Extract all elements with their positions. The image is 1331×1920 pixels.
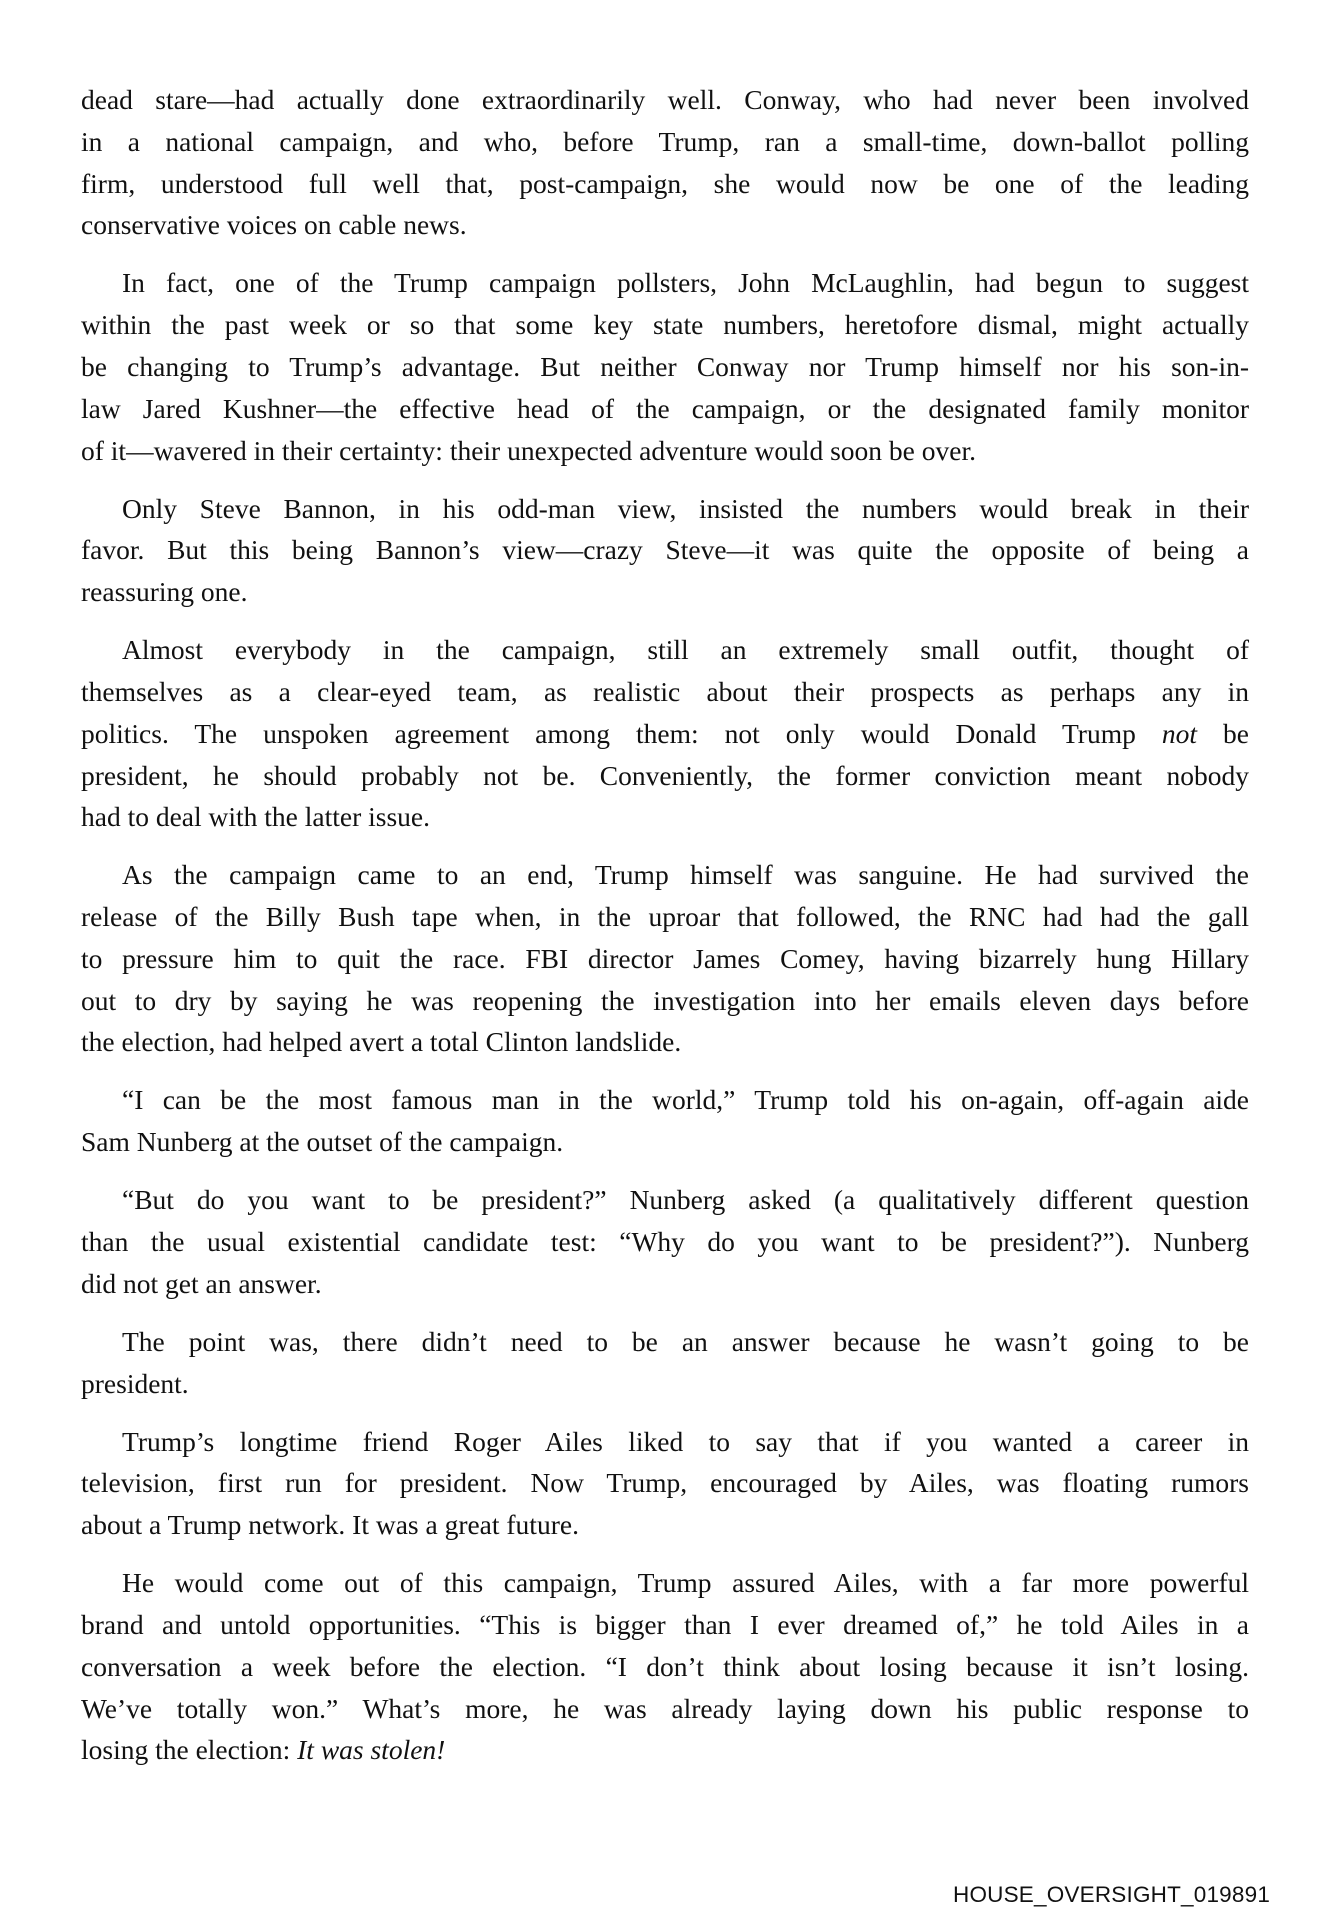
paragraph (81, 1079, 1249, 1163)
text-line (81, 121, 1249, 163)
text-run: We’ve totally won.” What’s more, he was already laying down his public response to (81, 1692, 1249, 1724)
text-line (81, 529, 1249, 571)
text-run: did not get an answer. (81, 1267, 322, 1299)
text-line (81, 854, 1249, 896)
text-line (81, 1504, 1249, 1546)
paragraph (81, 629, 1249, 838)
text-run: dead stare—had actually done extraordinarily well. Conway, who had never been involved (81, 84, 1249, 115)
text-line (81, 938, 1249, 980)
text-run: within the past week or so that some key state numbers, heretofore dismal, might actually (81, 309, 1249, 341)
text-line (81, 1179, 1249, 1221)
paragraph (81, 262, 1249, 471)
text-run: themselves as a clear-eyed team, as realistic about their prospects as perhaps any in (81, 675, 1249, 707)
text-line (81, 430, 1249, 472)
text-run: Almost everybody in the campaign, still an extremely small outfit, thought of (122, 634, 1249, 666)
text-run: about a Trump network. It was a great future. (81, 1509, 579, 1541)
text-line (81, 304, 1249, 346)
bates-number: HOUSE_OVERSIGHT_019891 (953, 1882, 1271, 1907)
text-line (81, 1688, 1249, 1730)
paragraph (81, 79, 1249, 246)
paragraph (81, 1421, 1249, 1546)
text-line (81, 346, 1249, 388)
paragraph (81, 1562, 1249, 1771)
text-run: be (1197, 717, 1249, 749)
text-line (81, 79, 1249, 121)
text-run: Trump’s longtime friend Roger Ailes liked to say that if you wanted a career in (122, 1425, 1249, 1457)
text-run: law Jared Kushner—the effective head of the campaign, or the designated family monitor (81, 392, 1249, 424)
text-line (81, 629, 1249, 671)
paragraph (81, 854, 1249, 1063)
text-line (81, 1221, 1249, 1263)
text-run: conversation a week before the election. “I don’t think about losing because it isn’t losing. (81, 1650, 1249, 1682)
text-run: Only Steve Bannon, in his odd-man view, insisted the numbers would break in their (122, 492, 1249, 524)
text-run: be changing to Trump’s advantage. But neither Conway nor Trump himself nor his son-in- (81, 350, 1249, 382)
italic-emphasis: It was stolen! (297, 1734, 446, 1766)
text-line (81, 755, 1249, 797)
text-run: As the campaign came to an end, Trump himself was sanguine. He had survived the (122, 859, 1249, 891)
text-run: “But do you want to be president?” Nunberg asked (a qualitatively different question (122, 1184, 1249, 1216)
text-run: favor. But this being Bannon’s view—crazy Steve—it was quite the opposite of being a (81, 534, 1249, 566)
text-run: out to dry by saying he was reopening the investigation into her emails eleven days before (81, 984, 1249, 1016)
text-line (81, 713, 1249, 755)
text-run: losing the election: (81, 1734, 298, 1766)
text-line (81, 1729, 1249, 1771)
text-line (81, 796, 1249, 838)
text-line (81, 488, 1249, 530)
text-run: In fact, one of the Trump campaign pollsters, John McLaughlin, had begun to suggest (122, 267, 1249, 299)
text-run: reassuring one. (81, 576, 248, 608)
text-run: firm, understood full well that, post-campaign, she would now be one of the leading (81, 167, 1249, 199)
text-line (81, 671, 1249, 713)
text-line (81, 1121, 1249, 1163)
text-line (81, 1363, 1249, 1405)
text-run: president, he should probably not be. Conveniently, the former conviction meant nobody (81, 759, 1249, 791)
text-run: conservative voices on cable news. (81, 209, 467, 241)
text-run: Sam Nunberg at the outset of the campaign. (81, 1126, 564, 1158)
text-line (81, 896, 1249, 938)
text-line (81, 1421, 1249, 1463)
text-run: had to deal with the latter issue. (81, 801, 431, 833)
text-line (81, 1321, 1249, 1363)
text-line (81, 1462, 1249, 1504)
text-run: The point was, there didn’t need to be an answer because he wasn’t going to be (122, 1325, 1249, 1357)
paragraph (81, 1179, 1249, 1304)
text-line (81, 204, 1249, 246)
text-line (81, 1021, 1249, 1063)
text-line (81, 262, 1249, 304)
text-line (81, 571, 1249, 613)
paragraph (81, 1321, 1249, 1405)
document-body (81, 79, 1249, 1787)
text-run: president. (81, 1367, 189, 1399)
text-line (81, 163, 1249, 205)
text-line (81, 1079, 1249, 1121)
text-run: the election, had helped avert a total Clinton landslide. (81, 1026, 682, 1058)
text-run: to pressure him to quit the race. FBI director James Comey, having bizarrely hung Hillary (81, 942, 1249, 974)
text-line (81, 388, 1249, 430)
text-line (81, 1562, 1249, 1604)
text-line (81, 1263, 1249, 1305)
paragraph (81, 488, 1249, 613)
text-run: television, first run for president. Now Trump, encouraged by Ailes, was floating rumors (81, 1467, 1249, 1499)
text-line (81, 980, 1249, 1022)
text-run: of it—wavered in their certainty: their unexpected adventure would soon be over. (81, 434, 976, 466)
text-run: than the usual existential candidate test: “Why do you want to be president?”). Nunberg (81, 1226, 1249, 1258)
text-run: “I can be the most famous man in the world,” Trump told his on-again, off-again aide (122, 1084, 1249, 1116)
text-run: brand and untold opportunities. “This is bigger than I ever dreamed of,” he told Ailes in a (81, 1608, 1249, 1640)
text-run: in a national campaign, and who, before Trump, ran a small-time, down-ballot polling (81, 125, 1249, 157)
italic-emphasis: not (1161, 717, 1197, 749)
text-run: He would come out of this campaign, Trump assured Ailes, with a far more powerful (122, 1567, 1249, 1599)
text-run: release of the Billy Bush tape when, in the uproar that followed, the RNC had had the gall (81, 901, 1249, 933)
text-run: politics. The unspoken agreement among them: not only would Donald Trump (81, 717, 1162, 749)
text-line (81, 1646, 1249, 1688)
text-line (81, 1604, 1249, 1646)
